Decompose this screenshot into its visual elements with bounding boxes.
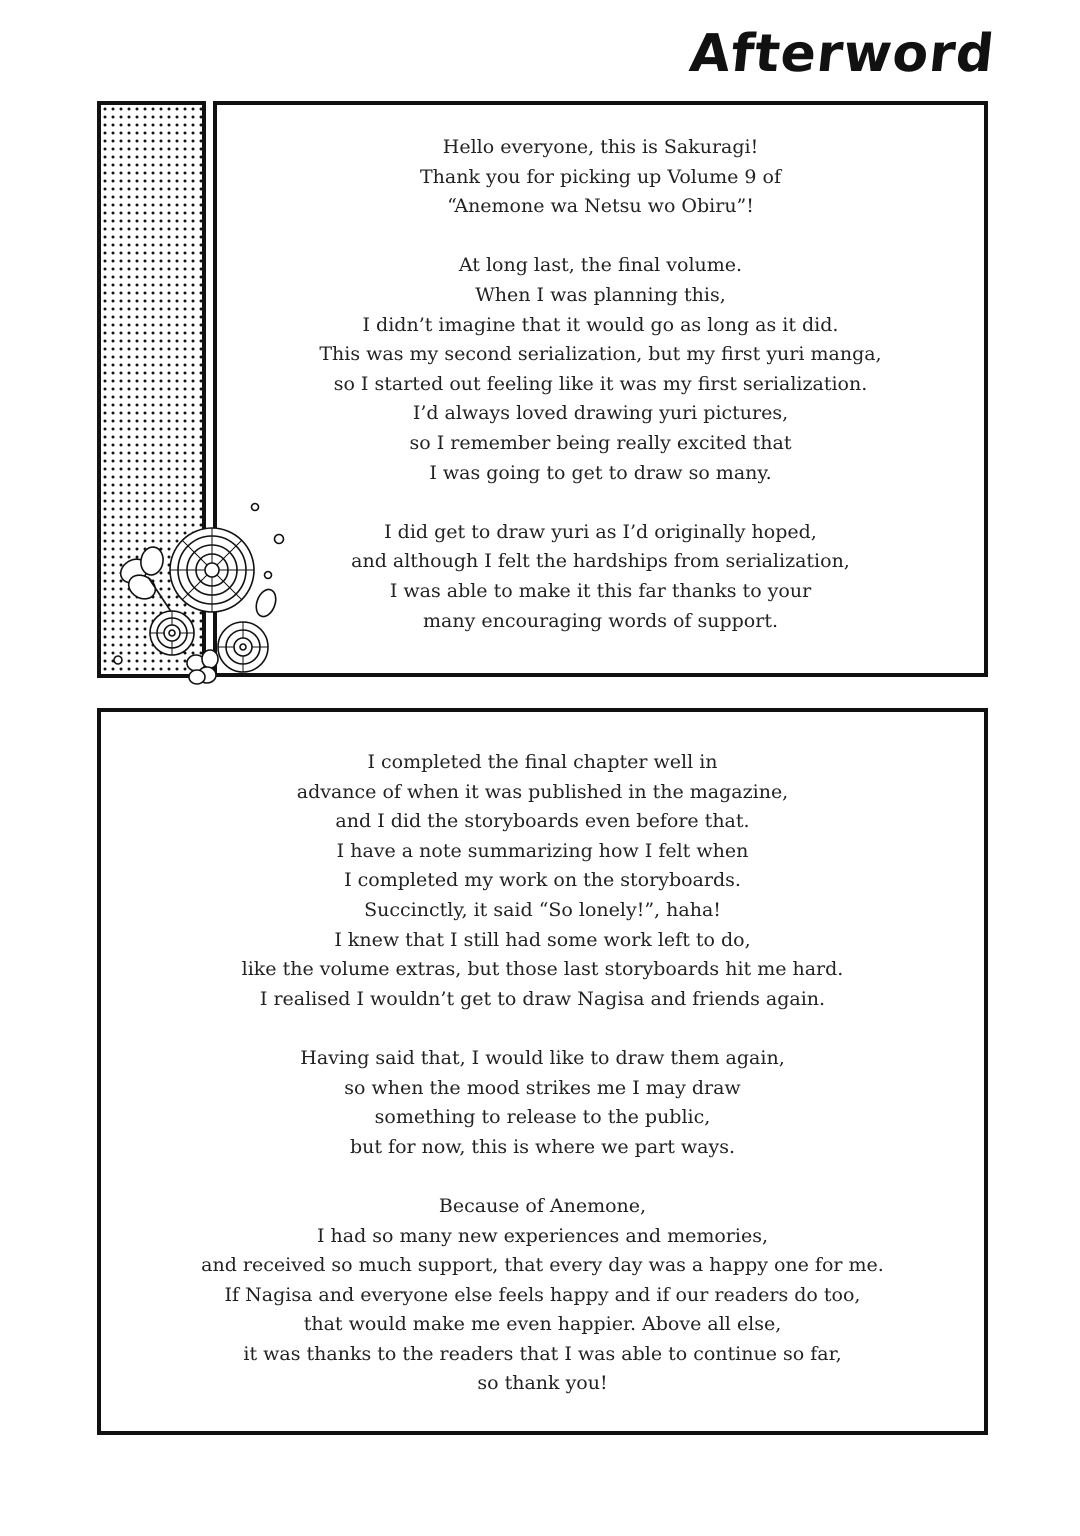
text-line: I realised I wouldn’t get to draw Nagisa and friends again. (259, 987, 826, 1010)
text-line: I didn’t imagine that it would go as long as it did. (362, 313, 839, 336)
afterword-text-bottom (101, 748, 984, 1399)
text-line: I did get to draw yuri as I’d originally hoped, (384, 520, 817, 543)
text-line: but for now, this is where we part ways. (349, 1135, 736, 1158)
text-line: Succinctly, it said “So lonely!”, haha! (364, 898, 721, 921)
text-line: and although I felt the hardships from serialization, (351, 550, 850, 573)
text-line: and I did the storyboards even before that. (335, 810, 750, 833)
text-line: that would make me even happier. Above all else, (303, 1313, 782, 1336)
text-line: Hello everyone, this is Sakuragi! (442, 136, 759, 158)
text-line: I completed the final chapter well in (367, 751, 718, 773)
text-line: At long last, the final volume. (458, 254, 743, 277)
page-title: Afterword (686, 24, 998, 84)
text-line: something to release to the public, (374, 1106, 711, 1129)
text-line: I completed my work on the storyboards. (344, 869, 741, 892)
text-line: This was my second serialization, but my first yuri manga, (319, 343, 882, 366)
text-line: I was going to get to draw so many. (429, 461, 772, 484)
afterword-panel-bottom (97, 708, 988, 1435)
paragraph-gap (101, 1014, 984, 1044)
text-line: “Anemone wa Netsu wo Obiru”! (447, 195, 754, 218)
text-line: Having said that, I would like to draw them again, (300, 1046, 785, 1069)
afterword-panel-top (213, 101, 988, 677)
text-line: When I was planning this, (475, 283, 726, 306)
text-line: I knew that I still had some work left to do, (334, 928, 751, 951)
text-line: I have a note summarizing how I felt when (336, 839, 749, 862)
text-line: and received so much support, that every day was a happy one for me. (201, 1254, 884, 1277)
text-line: advance of when it was published in the magazine, (296, 780, 789, 803)
text-line: like the volume extras, but those last storyboards hit me hard. (241, 958, 844, 981)
text-line: it was thanks to the readers that I was able to continue so far, (243, 1342, 842, 1365)
text-line: so thank you! (477, 1372, 608, 1395)
text-line: so I remember being really excited that (409, 431, 792, 454)
text-line: I was able to make it this far thanks to your (389, 579, 812, 602)
afterword-text-top (217, 133, 984, 636)
text-line: Because of Anemone, (438, 1194, 647, 1217)
text-line: many encouraging words of support. (423, 609, 778, 632)
flower-decoration (100, 495, 300, 695)
text-line: so when the mood strikes me I may draw (344, 1076, 741, 1099)
text-line: so I started out feeling like it was my first serialization. (333, 372, 868, 395)
text-line: If Nagisa and everyone else feels happy and if our readers do too, (224, 1283, 861, 1306)
paragraph-gap (217, 222, 984, 252)
text-line: I had so many new experiences and memories, (316, 1224, 769, 1247)
text-line: I’d always loved drawing yuri pictures, (412, 402, 789, 425)
paragraph-gap (217, 488, 984, 518)
paragraph-gap (101, 1162, 984, 1192)
text-line: Thank you for picking up Volume 9 of (419, 165, 782, 188)
